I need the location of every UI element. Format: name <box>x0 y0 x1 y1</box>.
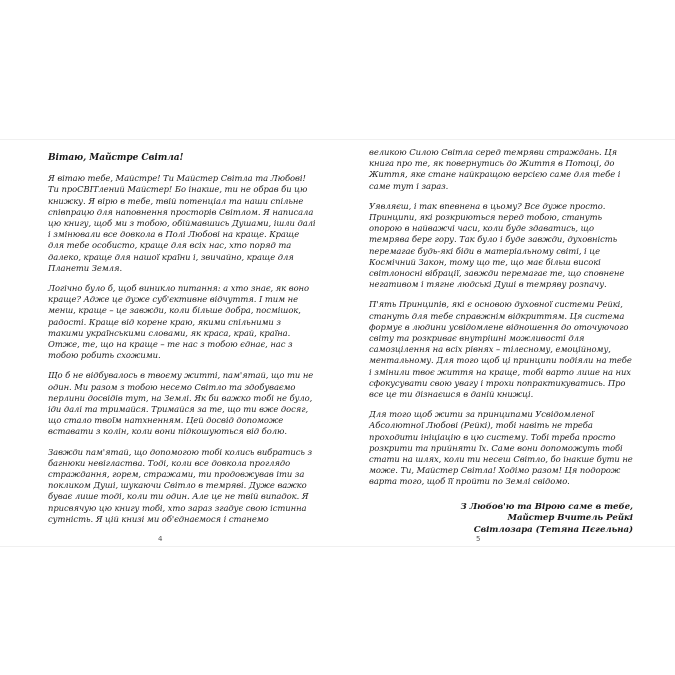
left-page-heading: Вітаю, Майстре Світла! <box>48 153 184 163</box>
right-paragraph-2: Уявляєш, і так впевнена в цьому? Все дуже просто. Принципи, які розкриються перед тобою, стануть опорою в найважчі часи, коли буде здаватись, що темрява бере гору. Так було і буде завжди, духовність перемагає будь-які біди в матеріальному світі, і це Космічний Закон, тому що те, що має більш високі світлоносні вібрації, завжди перемагає те, що сповнене негативом і тягне людські Душі в темряву розпачу. <box>369 200 625 290</box>
left-page-number: 4 <box>158 535 163 543</box>
signature-line-3: Світлозара (Тетяна Пєгельна) <box>473 524 633 535</box>
signature-line-1: З Любов'ю та Вірою саме в тебе, <box>460 501 633 512</box>
right-paragraph-4: Для того щоб жити за принципами Усвідомленої Абсолютної Любові (Рейкі), тобі навіть не треба проходити ініціацію в цю систему. Тобі треба просто розкрити та прийняти їх. Саме вони допоможуть тобі стати на шлях, коли ти несеш Світло, бо інакше бути не може. Ти, Майстер Світла! Ходімо разом! Ця подорож варта того, щоб її пройти по Землі свідомо. <box>369 409 633 487</box>
right-paragraph-1: великою Силою Світла серед темряви страждань. Ця книга про те, як повернутись до Життя в Потоці, до Життя, яке стане найкращою версією саме для тебе і саме тут і зараз. <box>369 147 621 191</box>
left-paragraph-2: Логічно було б, щоб виникло питання: а хто знає, як воно краще? Адже це дуже суб'єктивне відчуття. І тим не менш, краще – це завжди, коли більше добра, посмішок, радості. Краще від корене краю, якими спільними з такими українськими словами, як краса, край, країна. Отже, те, що на краще – те нас з тобою єднає, нас з тобою робить схожими. <box>48 283 310 361</box>
signature-line-2: Майстер Вчитель Рейкі <box>507 513 633 524</box>
signature-block <box>369 502 633 537</box>
left-paragraph-4: Завжди пам'ятай, що допомогою тобі колись вибратись з багнюки невігластва. Тоді, коли все довкола проглядо страждання, горем, стражами, ти продовжував іти за покликом Душі, шукаючи Світло в темряві. Дуже важко буває лише тоді, коли ти один. Але це не твій випадок. Я присвячую цю книгу тобі, хто зараз згадує свою істинна сутність. Я цій книзі ми об'єднаємося і станемо <box>48 446 312 524</box>
right-page <box>369 147 633 536</box>
left-page <box>48 153 316 534</box>
left-paragraph-3: Що б не відбувалось в твоєму житті, пам'ятай, що ти не один. Ми разом з тобою несемо Світло та здобуваємо перлини досвідів тут, на Землі. Як би важко тобі не було, іди далі та тримайся. Тримайся за те, що ти вже досяг, що сталo твоїм натхненням. Цей досвід допоможе вставати з колін, коли вони підкошуються від болю. <box>48 370 314 437</box>
right-page-number: 5 <box>476 535 481 543</box>
right-paragraph-3: П'ять Принципів, які є основою духовної системи Рейкі, стануть для тебе справжнім відкриттям. Ця система формує в людини усвідомлене відношення до оточуючого світу та розкриває внутрішні можливості для самозцілення на всіх рівнях – тілесному, емоційному, ментальному. Для того щоб ці принципи подіяли на тебе і змінили твоє життя на краще, тобі варто лише на них сфокусувати свою увагу і трохи попрактикуватись. Про все це ти дізнаєшся в даній книжці. <box>369 299 632 400</box>
left-paragraph-1: Я вітаю тебе, Майстре! Ти Майстер Світла та Любові! Ти проСВІТлений Майстер! Бо інакше, ти не обрав би цю книжку. Я вірю в тебе, твій потенціал та наши спільне співпрацю для наповнення просторів Світлом. Я написала цю книгу, щоб ми з тобою, обіймавшись Душами, ішли далі і змінювали все довкола в Полі Любові на краще. Краще для тебе особисто, краще для всіх нас, хто поряд та далеко, краще для нашої країни і, звичайно, краще для Планети Земля. <box>48 173 316 273</box>
